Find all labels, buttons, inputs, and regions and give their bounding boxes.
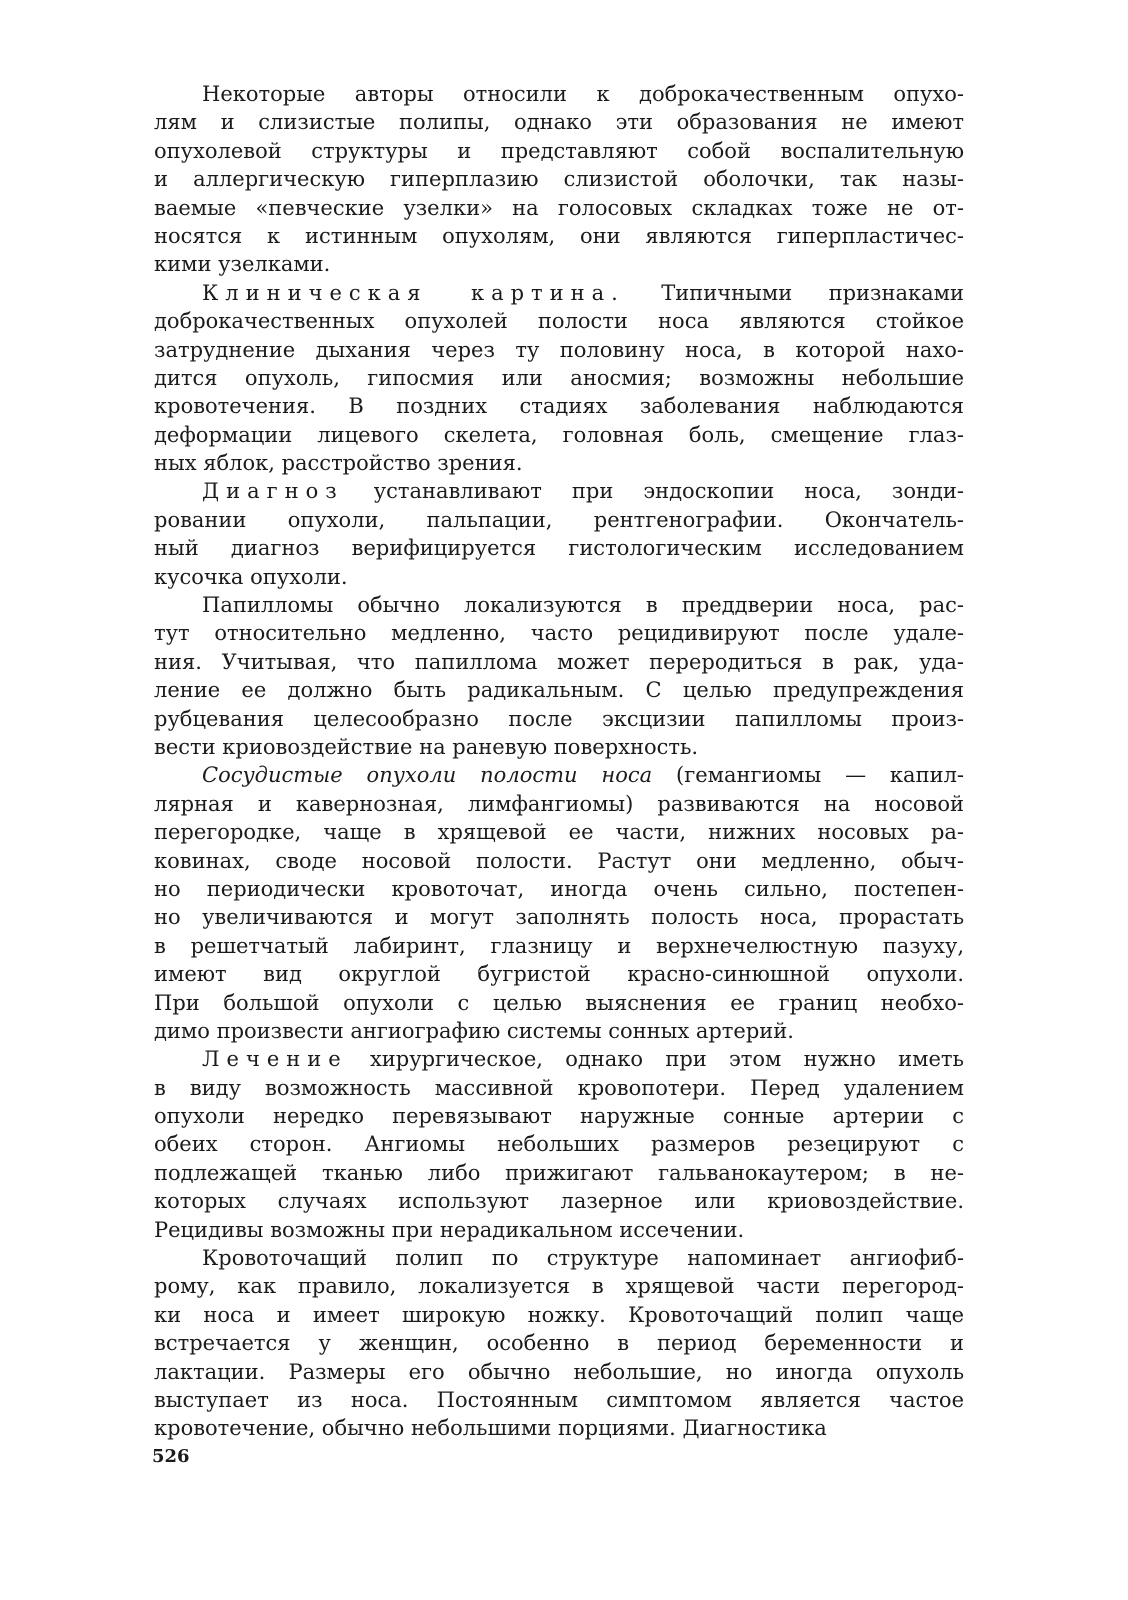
text-line: выступает из носа. Постоянным симптомом является частое (154, 1387, 964, 1412)
text-line: лям и слизистые полипы, однако эти образования не имеют (154, 110, 964, 135)
text-line: опухолевой структуры и представляют собой воспалительную (154, 138, 964, 163)
text-line: димо произвести ангиографию системы сонных артерий. (154, 1018, 794, 1043)
text-fragment: хирургическое, однако при этом нужно иметь (347, 1047, 964, 1072)
text-line (154, 279, 964, 307)
paragraph-treatment (154, 1045, 964, 1244)
text-line: кусочка опухоли. (154, 564, 348, 589)
text-fragment: устанавливают при эндоскопии носа, зонди- (343, 479, 964, 504)
paragraph-clinical-picture (154, 279, 964, 478)
text-line: доброкачественных опухолей полости носа являются стойкое (154, 309, 964, 334)
text-line: Некоторые авторы относили к доброкачественным опухо- (202, 82, 964, 106)
text-line: но увеличиваются и могут заполнять полость носа, прорастать (154, 905, 964, 930)
text-line: рубцевания целесообразно после эксцизии папилломы произ- (154, 706, 964, 731)
paragraph-vascular-tumors (154, 761, 964, 1045)
text-line: Папилломы обычно локализуются в преддверии носа, рас- (202, 593, 964, 618)
text-line: подлежащей тканью либо прижигают гальванокаутером; в не- (154, 1160, 964, 1185)
text-line: ление ее должно быть радикальным. С целью предупреждения (154, 678, 964, 703)
text-line: ваемые «певческие узелки» на голосовых складках тоже не от- (154, 195, 964, 220)
text-line: кровотечение, обычно небольшими порциями. Диагностика (154, 1416, 827, 1441)
text-line: ных яблок, расстройство зрения. (154, 451, 523, 476)
text-line: лярная и кавернозная, лимфангиомы) развиваются на носовой (154, 791, 964, 816)
paragraph-1 (154, 80, 964, 279)
text-line: ния. Учитывая, что папиллома может переродиться в рак, уда- (154, 649, 964, 674)
italic-term: Сосудистые опухоли полости носа (202, 763, 653, 788)
section-term: Клиническая картина. (202, 280, 625, 305)
text-fragment: Типичными признаками (624, 280, 964, 305)
text-line: лактации. Размеры его обычно небольшие, но иногда опухоль (154, 1359, 964, 1384)
page-body (154, 80, 964, 1443)
section-term: Диагноз (202, 479, 344, 504)
text-line: ковинах, своде носовой полости. Растут они медленно, обыч- (154, 848, 964, 873)
text-line: опухоли нередко перевязывают наружные сонные артерии с (154, 1104, 964, 1129)
text-line: рому, как правило, локализуется в хрящевой части перегород- (154, 1274, 964, 1299)
text-line: в виду возможность массивной кровопотери. Перед удалением (154, 1075, 964, 1100)
text-line: тут относительно медленно, часто рецидивируют после удале- (154, 621, 964, 646)
paragraph-bleeding-polyp (154, 1244, 964, 1443)
text-line: При большой опухоли с целью выяснения ее границ необхо- (154, 990, 964, 1015)
paragraph-diagnosis (154, 477, 964, 591)
text-line: имеют вид округлой бугристой красно-синюшной опухоли. (154, 962, 964, 987)
text-line: ровании опухоли, пальпации, рентгенографии. Окончатель- (154, 507, 964, 532)
text-line: встречается у женщин, особенно в период беременности и (154, 1331, 964, 1356)
text-line: ки носа и имеет широкую ножку. Кровоточащий полип чаще (154, 1302, 964, 1327)
text-line (154, 761, 964, 789)
text-line: ный диагноз верифицируется гистологическим исследованием (154, 536, 964, 561)
text-line: затруднение дыхания через ту половину носа, в которой нахо- (154, 337, 964, 362)
text-line: вести криовоздействие на раневую поверхность. (154, 734, 699, 759)
text-line (154, 1045, 964, 1073)
text-line: Рецидивы возможны при нерадикальном иссечении. (154, 1217, 745, 1242)
text-fragment: (гемангиомы — капил- (652, 763, 965, 788)
text-line (154, 477, 964, 505)
text-line: которых случаях используют лазерное или криовоздействие. (154, 1189, 964, 1214)
text-line: кими узелками. (154, 252, 331, 277)
text-line: Кровоточащий полип по структуре напоминает ангиофиб- (202, 1246, 964, 1271)
text-line: кровотечения. В поздних стадиях заболевания наблюдаются (154, 394, 964, 419)
page-number: 526 (152, 1446, 190, 1467)
text-line: деформации лицевого скелета, головная боль, смещение глаз- (154, 422, 964, 447)
section-term: Лечение (202, 1047, 348, 1072)
text-line: но периодически кровоточат, иногда очень сильно, постепен- (154, 876, 964, 901)
text-line: и аллергическую гиперплазию слизистой оболочки, так назы- (154, 167, 964, 192)
paragraph-papillomas (154, 591, 964, 761)
text-line: дится опухоль, гипосмия или аносмия; возможны небольшие (154, 365, 964, 390)
text-line: носятся к истинным опухолям, они являются гиперпластичес- (154, 223, 964, 248)
text-line: обеих сторон. Ангиомы небольших размеров резецируют с (154, 1132, 964, 1157)
text-line: в решетчатый лабиринт, глазницу и верхнечелюстную пазуху, (154, 933, 964, 958)
text-line: перегородке, чаще в хрящевой ее части, нижних носовых ра- (154, 820, 964, 845)
